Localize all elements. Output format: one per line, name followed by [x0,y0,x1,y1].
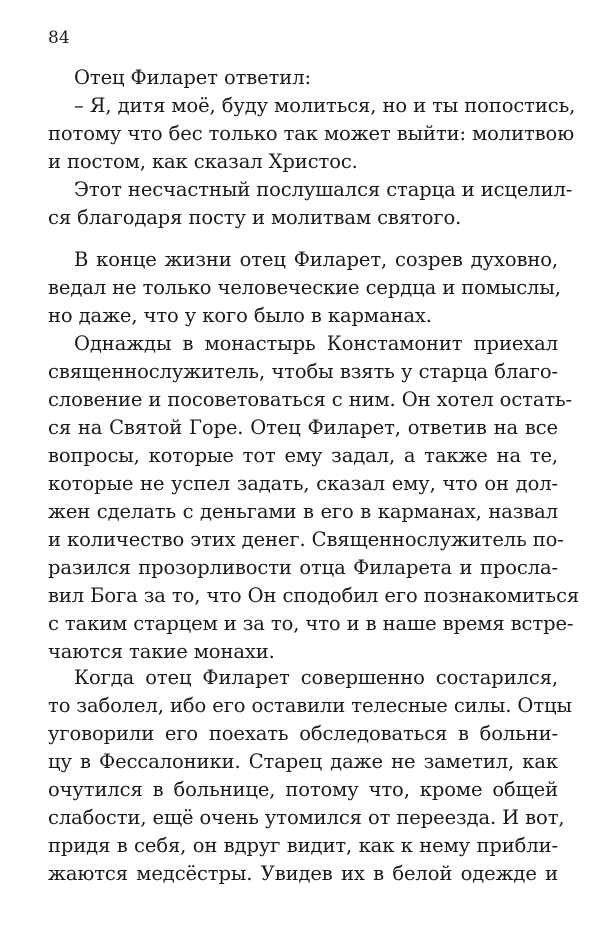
text-line: священнослужитель, чтобы взять у старца благо- [48,360,558,383]
text-line: то заболел, ибо его оставили телесные силы. Отцы [48,694,572,717]
text-line: ся на Святой Горе. Отец Филарет, ответив на все [48,416,558,439]
text-line: – Я, дитя моё, буду молиться, но и ты попостись, [74,94,576,117]
text-section-2 [48,246,580,666]
text-line: жаются медсёстры. Увидев их в белой одежде и [48,862,558,885]
text-line: Отец Филарет ответил: [74,66,311,89]
text-line: очутился в больнице, потому что, кроме общей [48,778,558,801]
text-line: Этот несчастный послушался старца и исцелил- [74,178,573,201]
text-line: которые не успел задать, сказал ему, что он дол- [48,472,558,495]
text-line: уговорили его поехать обследоваться в больни- [48,722,558,745]
paragraph [48,64,558,92]
text-line: жен сделать с деньгами в его в карманах, назвал [48,500,558,523]
paragraph [48,92,576,176]
page-number: 84 [48,28,70,48]
paragraph [48,246,561,330]
paragraph [48,176,573,232]
text-line: словение и посоветоваться с ним. Он хотел остать- [48,388,573,411]
text-line: но даже, что у кого было в карманах. [48,304,432,327]
text-line: слабости, ещё очень утомился от переезда. И вот, [48,806,565,829]
text-line: вил Бога за то, что Он сподобил его познакомиться [48,584,580,607]
text-line: чаются такие монахи. [48,640,275,663]
text-line: и постом, как сказал Христос. [48,150,358,173]
text-line: разился прозорливости отца Филарета и просла- [48,556,558,579]
text-line: цу в Фессалоники. Старец даже не заметил, как [48,750,558,773]
text-section-3 [48,664,572,888]
paragraph [48,664,572,888]
text-line: ся благодаря посту и молитвам святого. [48,206,462,229]
text-line: с таким старцем и за то, что и в наше время встре- [48,612,574,635]
text-line: Однажды в монастырь Констамонит приехал [74,332,558,355]
text-section-1 [48,64,576,232]
text-line: ведал не только человеческие сердца и помыслы, [48,276,561,299]
text-line: вопросы, которые тот ему задал, а также на те, [48,444,558,467]
paragraph [48,330,580,666]
text-line: Когда отец Филарет совершенно состарился, [74,666,558,689]
text-line: потому что бес только так может выйти: молитвою [48,122,575,145]
text-line: и количество этих денег. Священнослужитель по- [48,528,564,551]
text-line: В конце жизни отец Филарет, созрев духовно, [74,248,558,271]
text-line: придя в себя, он вдруг видит, как к нему прибли- [48,834,558,857]
